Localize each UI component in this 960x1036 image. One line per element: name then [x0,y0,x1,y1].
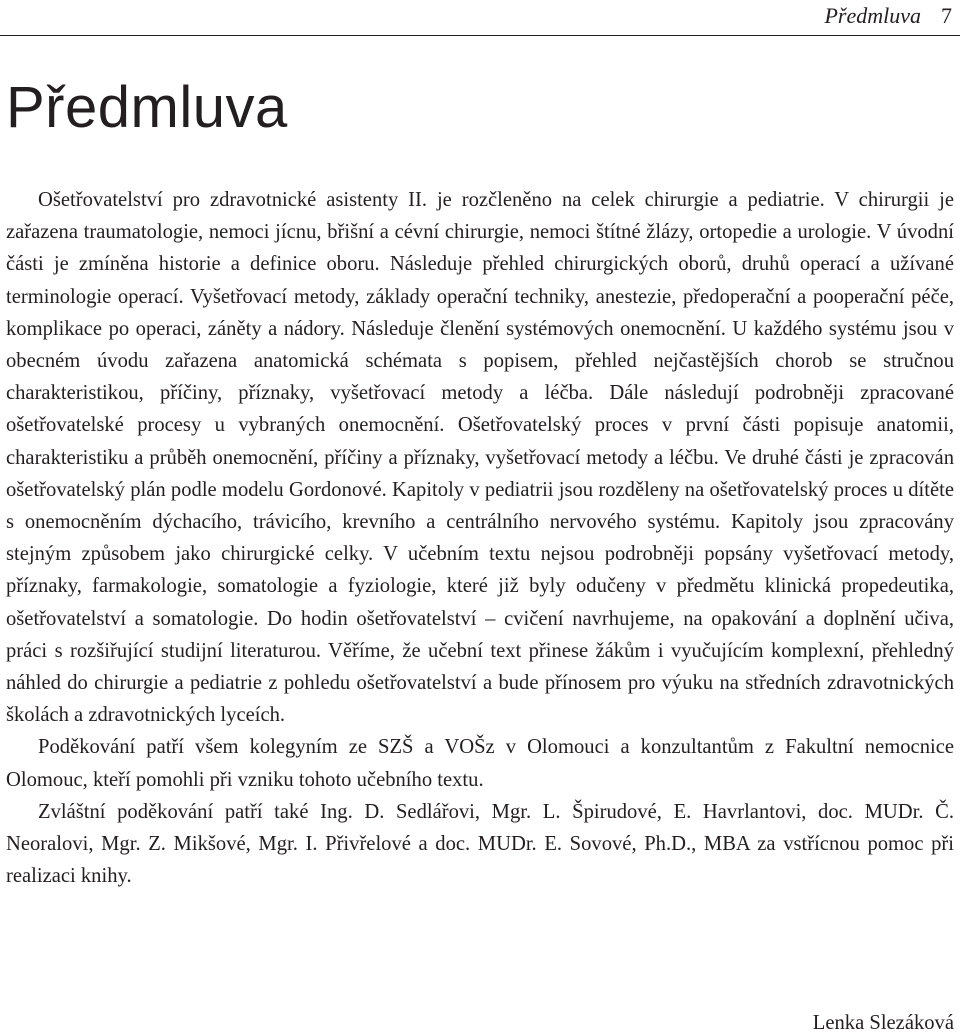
paragraph-acknowledgement: Poděkování patří všem kolegyním ze SZŠ a VOŠz v Olomouci a konzultantům z Fakultní nemocnice Olomouc, kteří pomohli při vzniku tohoto učebního textu. [6,736,954,791]
page-number: 7 [941,3,952,28]
author-signature: Lenka Slezáková [812,1012,954,1034]
chapter-title: Předmluva [6,75,288,140]
paragraph-intro: Ošetřovatelství pro zdravotnické asistenty II. je rozčleněno na celek chirurgie a pediatrie. V chirurgii je zařazena traumatologie, nemoci jícnu, břišní a cévní chirurgie, nemoci štítné žlázy, ortopedie a urologie. V úvodní části je zmíněna historie a definice oboru. Následuje přehled chirurgických oborů, druhů operací a užívané terminologie operací. Vyšetřovací metody, základy operační techniky, anestezie, předoperační a pooperační péče, komplikace po operaci, záněty a nádory. Následuje členění systémových onemocnění. U každého systému jsou v obecném úvodu zařazena anatomická schémata s popisem, přehled nejčastějších chorob se stručnou charakteristikou, příčiny, příznaky, vyšetřovací metody a léčba. Dále následují podrobněji zpracované ošetřovatelské procesy u vybraných onemocnění. Ošetřovatelský proces v první části popisuje anatomii, charakteristiku a průběh onemocnění, příčiny a příznaky, vyšetřovací metody a léčbu. Ve druhé části je zpracován ošetřovatelský plán podle modelu Gordonové. Kapitoly v pediatrii jsou rozděleny na ošetřovatelský proces u dítěte s onemocněním dýchacího, trávicího, krevního a centrálního nervového systému. Kapitoly jsou zpracovány stejným způsobem jako chirurgické celky. V učebním textu nejsou podrobněji popsány vyšetřovací metody, příznaky, farmakologie, somatologie a fyziologie, které již byly odučeny v předmětu klinická propedeutika, ošetřovatelství a somatologie. Do hodin ošetřovatelství – cvičení navrhujeme, na opakování a doplnění učiva, práci s rozšiřující studijní literaturou. Věříme, že učební text přinese žákům i vyučujícím komplexní, přehledný náhled do chirurgie a pediatrie z pohledu ošetřovatelství a bude přínosem pro výuku na středních zdravotnických školách a zdravotnických lyceích. [6,189,954,727]
running-head-title: Předmluva [824,3,921,28]
paragraph-special-thanks: Zvláštní poděkování patří také Ing. D. Sedlářovi, Mgr. L. Špirudové, E. Havrlantovi, doc. MUDr. Č. Neoralovi, Mgr. Z. Mikšové, Mgr. I. Přivřelové a doc. MUDr. E. Sovové, Ph.D., MBA za vstřícnou pomoc při realizaci knihy. [6,800,954,888]
body-text [6,184,954,892]
running-head [824,2,952,30]
header-rule [0,35,960,36]
